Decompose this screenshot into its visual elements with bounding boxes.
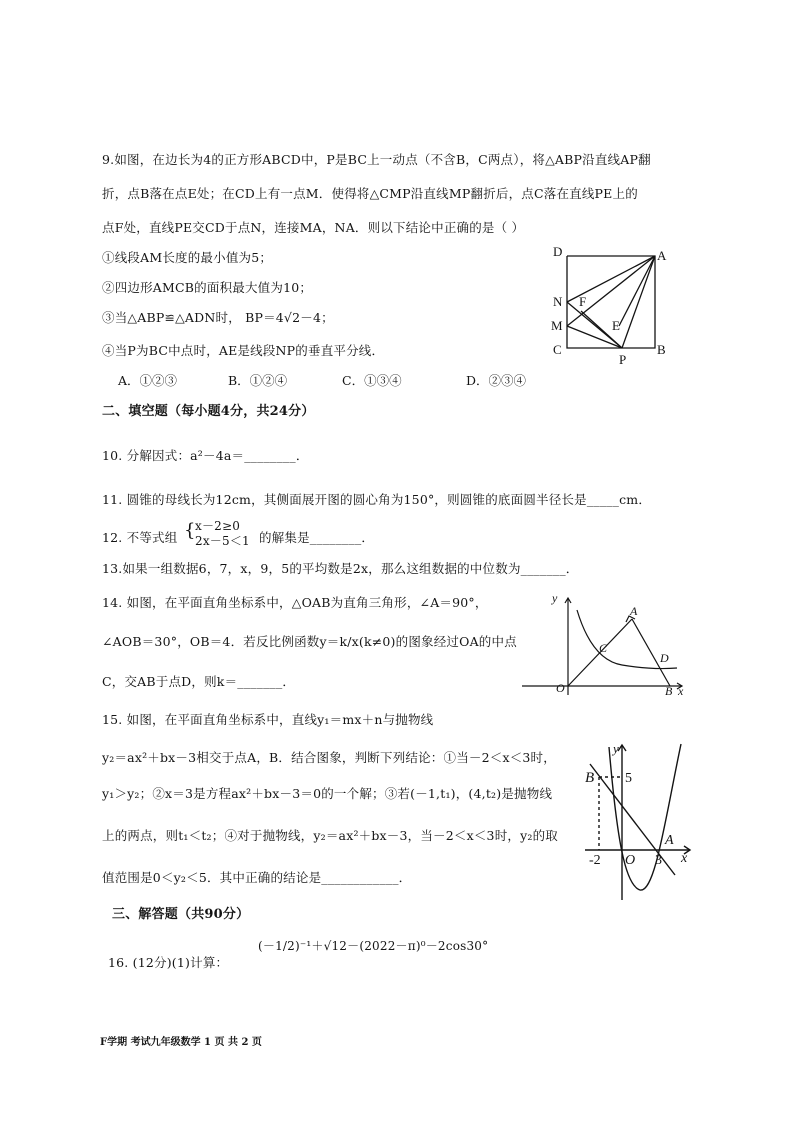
- q15-label-x: x: [681, 851, 688, 866]
- q15-line-3: y₁＞y₂；②x＝3是方程ax²＋bx－3＝0的一个解；③若(－1,t₁)，(4,t₂)是抛物线: [102, 786, 553, 801]
- q9-square-figure: [545, 240, 675, 370]
- q14-label-a: A: [630, 604, 638, 618]
- q9-line-1: 9.如图，在边长为4的正方形ABCD中，P是BC上一动点（不含B，C两点），将△ABP沿直线AP翻: [102, 152, 651, 167]
- q12-row-1: x－2≥0: [195, 519, 241, 533]
- q15-label-three: 3: [655, 853, 662, 868]
- q15-line-1: 15. 如图，在平面直角坐标系中，直线y₁＝mx＋n与抛物线: [102, 712, 434, 727]
- q13: 13.如果一组数据6，7，x，9，5的平均数是2x，那么这组数据的中位数为_______．: [102, 561, 579, 576]
- q10: 10. 分解因式：a²－4a＝________．: [102, 448, 309, 463]
- q12-suffix: 的解集是________．: [259, 530, 375, 545]
- q9-line-2: 折，点B落在点E处；在CD上有一点M．使得将△CMP沿直线MP翻折后，点C落在直线PE上的: [102, 186, 638, 201]
- q16-prefix: 16. (12分)(1)计算：: [108, 955, 229, 970]
- q9-conclusion-3: ③当△ABP≌△ADN时， BP＝4√2－4；: [102, 310, 334, 325]
- q9-line-3: 点F处，直线PE交CD于点N，连接MA，NA．则以下结论中正确的是（ ）: [102, 220, 525, 235]
- q9-label-d: D: [553, 244, 563, 259]
- q14-line-3: C，交AB于点D，则k＝_______．: [102, 674, 296, 689]
- q15-label-neg2: -2: [589, 853, 601, 868]
- section-3-heading: 三、解答题（共90分）: [112, 907, 250, 922]
- q14-label-o: O: [556, 681, 565, 695]
- q14-label-c: C: [599, 641, 608, 655]
- q15-label-a: A: [665, 833, 674, 848]
- q9-option-d: D．②③④: [466, 373, 527, 388]
- section-2-heading: 二、填空题（每小题4分，共24分）: [102, 404, 315, 419]
- q12-row-2: 2x－5＜1: [195, 534, 250, 548]
- q15-label-o: O: [625, 853, 636, 868]
- q14-label-b: B: [665, 684, 673, 698]
- q9-conclusion-4: ④当P为BC中点时，AE是线段NP的垂直平分线．: [102, 343, 385, 358]
- q15-label-b: B: [585, 770, 595, 786]
- q14-line-2: ∠AOB＝30°，OB＝4．若反比例函数y＝k/x(k≠0)的图象经过OA的中点: [102, 634, 517, 649]
- q15-label-y: y: [613, 741, 619, 756]
- q9-conclusion-1: ①线段AM长度的最小值为5；: [102, 250, 273, 265]
- q14-label-x: x: [678, 684, 684, 698]
- q9-option-c: C．①③④: [342, 373, 402, 388]
- q11: 11. 圆锥的母线长为12cm，其侧面展开图的圆心角为150°，则圆锥的底面圆半径长是_____cm．: [102, 492, 652, 507]
- q9-label-p: P: [619, 352, 627, 367]
- q9-option-a: A．①②③: [118, 373, 178, 388]
- q9-conclusion-2: ②四边形AMCB的面积最大值为10；: [102, 280, 313, 295]
- page-footer: F学期 考试九年级数学 1 页 共 2 页: [100, 1037, 262, 1048]
- q15-figure: [585, 740, 695, 905]
- q9-label-f: F: [579, 294, 587, 309]
- q15-line-4: 上的两点，则t₁＜t₂；④对于抛物线，y₂＝ax²＋bx－3，当－2＜x＜3时，y₂的取: [102, 828, 558, 843]
- q12-prefix: 12. 不等式组: [102, 530, 178, 545]
- q9-label-b: B: [657, 342, 666, 357]
- q15-label-five: 5: [625, 771, 632, 786]
- q9-label-m: M: [551, 318, 563, 333]
- q14-label-y: y: [552, 591, 558, 605]
- q15-line-2: y₂＝ax²＋bx－3相交于点A，B．结合图象，判断下列结论：①当－2＜x＜3时，: [102, 750, 556, 765]
- q15-line-5: 值范围是0＜y₂＜5．其中正确的结论是____________．: [102, 870, 412, 885]
- q9-option-b: B．①②④: [228, 373, 288, 388]
- q14-line-1: 14. 如图，在平面直角坐标系中，△OAB为直角三角形，∠A＝90°，: [102, 595, 488, 610]
- q14-label-d: D: [660, 651, 669, 665]
- q9-label-a: A: [657, 248, 667, 263]
- q9-label-e: E: [612, 318, 620, 333]
- q12-brace: {: [184, 520, 196, 541]
- q9-label-n: N: [553, 294, 563, 309]
- q9-label-c: C: [553, 342, 562, 357]
- q14-figure: [522, 590, 692, 700]
- q16-expression: (－1/2)⁻¹＋√12－(2022－π)⁰－2cos30°: [258, 939, 489, 953]
